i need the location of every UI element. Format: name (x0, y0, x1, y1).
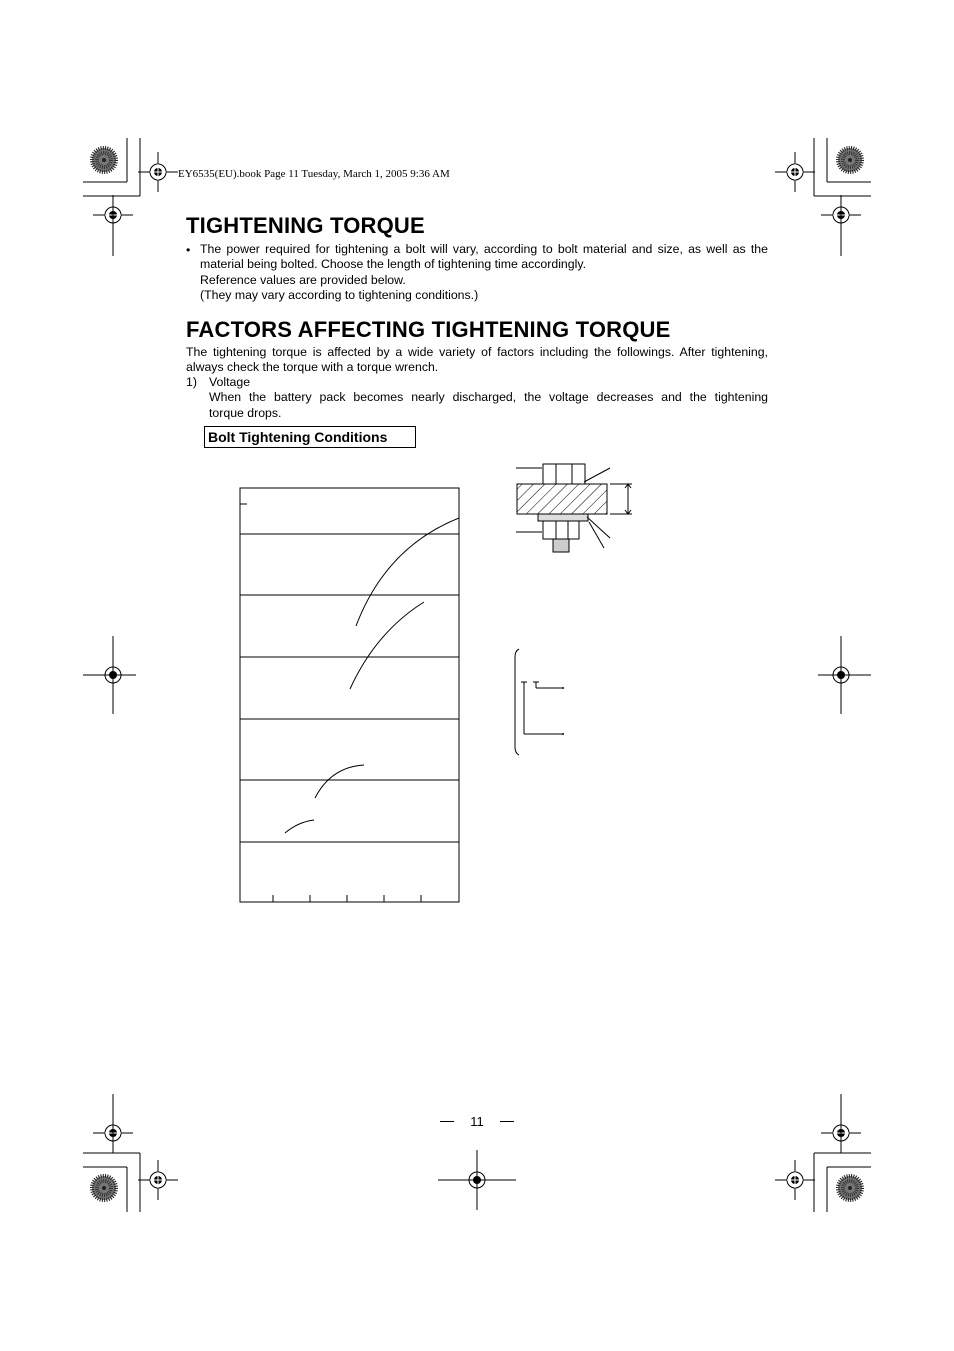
crop-mark-bottom-left (83, 1094, 178, 1212)
dash-left (440, 1121, 454, 1122)
color-target-icon (838, 148, 862, 172)
crop-mark-bottom-right (775, 1094, 871, 1212)
chart-series-line (285, 820, 314, 833)
book-header-info: EY6535(EU).book Page 11 Tuesday, March 1, 2005 9:36 AM (178, 168, 450, 180)
body-line: When the battery pack becomes nearly discharged, the voltage decreases and the tightening (209, 390, 768, 404)
bolt-diagram (512, 460, 642, 558)
chart-frame (240, 488, 459, 902)
body-line: material being bolted. Choose the length of tightening time accordingly. (200, 257, 586, 271)
registration-mark-icon (775, 152, 815, 192)
brace (515, 649, 519, 755)
section-title-factors: FACTORS AFFECTING TIGHTENING TORQUE (186, 317, 671, 342)
body-line: torque drops. (209, 406, 282, 420)
page-number-text: 11 (470, 1114, 484, 1129)
bolt-shank (553, 539, 569, 552)
color-target-icon (838, 1176, 862, 1200)
section-title-tightening-torque: TIGHTENING TORQUE (186, 213, 425, 238)
body-line: (They may vary according to tightening conditions.) (200, 288, 479, 302)
nut-head (543, 464, 585, 484)
leader-line (584, 468, 610, 482)
registration-mark-icon (138, 1160, 178, 1200)
torque-chart (236, 482, 464, 908)
registration-mark-icon (775, 1160, 815, 1200)
clamped-material (517, 484, 607, 514)
page-number (440, 1114, 514, 1129)
body-line: always check the torque with a torque wrench. (186, 360, 439, 374)
bolt-conditions-title: Bolt Tightening Conditions (204, 426, 416, 448)
washer (538, 514, 588, 521)
crop-mark-top-left (83, 138, 178, 256)
registration-mark-icon (138, 152, 178, 192)
dash-right (500, 1121, 514, 1122)
color-target-icon (92, 1176, 116, 1200)
body-line: The power required for tightening a bolt will vary, according to bolt material and size, as well as the (200, 242, 768, 256)
body-line: The tightening torque is affected by a wide variety of factors including the followings. After tightening, (186, 345, 768, 359)
leader-line (587, 517, 610, 538)
body-line: Reference values are provided below. (200, 273, 406, 287)
bullet: • (186, 243, 191, 257)
list-item-number: 1) (186, 375, 197, 389)
crop-mark-top-right (775, 138, 871, 256)
chart-series-line (315, 765, 364, 798)
bolt-nut (543, 521, 579, 539)
chart-series-line (350, 602, 424, 689)
color-target-icon (92, 148, 116, 172)
list-item-label: Voltage (209, 375, 251, 389)
bracket-diagram (510, 645, 574, 760)
